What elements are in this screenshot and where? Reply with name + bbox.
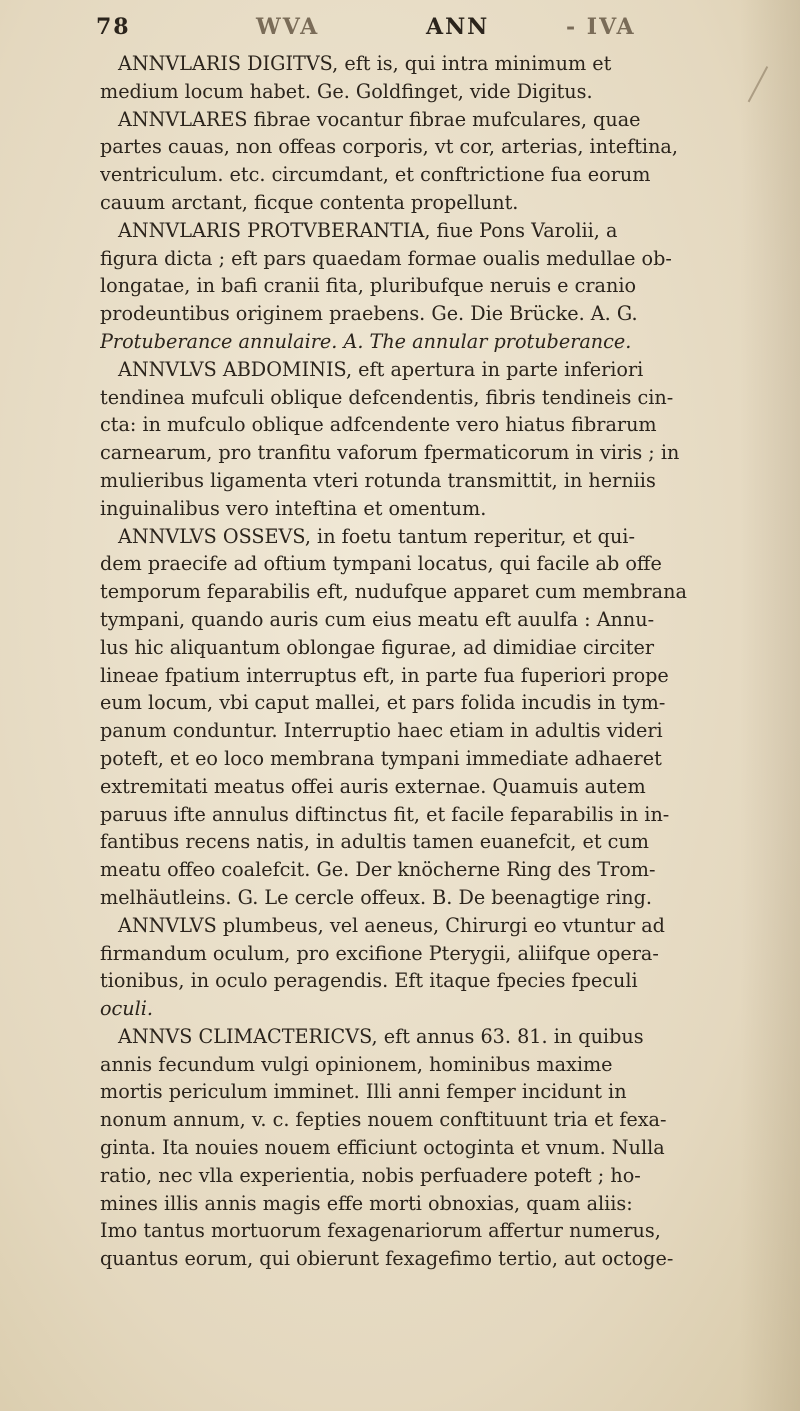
text-line: quantus eorum, qui obierunt fexagefimo tertio, aut octoge-: [100, 1247, 674, 1271]
text-line: mines illis annis magis effe morti obnoxias, quam aliis:: [100, 1191, 633, 1215]
bleed-through-left: WVA: [256, 14, 320, 40]
text-line: extremitati meatus offei auris externae. Quamuis autem: [100, 774, 646, 798]
text-line: ratio, nec vlla experientia, nobis perfuadere poteft ; ho-: [100, 1163, 641, 1187]
text-line: ANNVLARIS DIGITVS, eft is, qui intra minimum et: [118, 52, 612, 75]
text-line: fantibus recens natis, in adultis tamen euanefcit, et cum: [100, 830, 649, 854]
text-line: ANNVLVS ABDOMINIS, eft apertura in parte inferiori: [118, 357, 644, 381]
text-line: Imo tantus mortuorum fexagenariorum affertur numerus,: [100, 1219, 661, 1243]
text-line: Protuberance annulaire. A. The annular protuberance.: [100, 329, 632, 353]
text-line: tendinea mufculi oblique defcendentis, fibris tendineis cin-: [100, 385, 674, 409]
page-edge-shadow: [740, 0, 800, 1411]
text-line: firmandum oculum, pro excifione Pterygii, aliifque opera-: [100, 941, 659, 965]
text-line: tympani, quando auris cum eius meatu eft auulfa : Annu-: [100, 607, 655, 631]
text-line: lus hic aliquantum oblongae figurae, ad dimidiae circiter: [100, 635, 655, 659]
text-line: cauum arctant, ficque contenta propellunt.: [100, 190, 519, 214]
text-line: lineae fpatium interruptus eft, in parte fua fuperiori prope: [100, 663, 669, 687]
page-number: 78: [96, 14, 131, 40]
text-line: melhäutleins. G. Le cercle offeux. B. De beenagtige ring.: [100, 885, 652, 909]
text-line: oculi.: [100, 997, 154, 1021]
running-head: ANN: [426, 14, 490, 40]
text-line: ginta. Ita nouies nouem efficiunt octoginta et vnum. Nulla: [100, 1136, 665, 1160]
text-line: figura dicta ; eft pars quaedam formae oualis medullae ob-: [100, 246, 672, 270]
running-header: [96, 14, 716, 48]
text-line: ANNVLARES fibrae vocantur fibrae mufculares, quae: [118, 107, 641, 131]
text-line: longatae, in bafi cranii fita, pluribufque neruis e cranio: [100, 274, 637, 298]
text-line: prodeuntibus originem praebens. Ge. Die Brücke. A. G.: [100, 302, 638, 326]
body-text: [100, 50, 740, 1273]
text-line: inguinalibus vero inteftina et omentum.: [100, 496, 487, 520]
text-line: ANNVLARIS PROTVBERANTIA, fiue Pons Varolii, a: [118, 218, 618, 242]
text-line: mulieribus ligamenta vteri rotunda transmittit, in herniis: [100, 468, 656, 492]
text-line: partes cauas, non offeas corporis, vt cor, arterias, inteftina,: [100, 135, 678, 159]
text-line: temporum feparabilis eft, nudufque apparet cum membrana: [100, 580, 687, 604]
text-line: carnearum, pro tranfitu vaforum fpermaticorum in viris ; in: [100, 441, 680, 465]
text-line: panum conduntur. Interruptio haec etiam in adultis videri: [100, 719, 663, 743]
text-line: ANNVS CLIMACTERICVS, eft annus 63. 81. in quibus: [118, 1024, 644, 1048]
text-line: cta: in mufculo oblique adfcendente vero hiatus fibrarum: [100, 413, 657, 437]
bleed-through-right: - IVA: [566, 14, 636, 40]
text-line: dem praecife ad oftium tympani locatus, qui facile ab offe: [100, 552, 662, 576]
text-line: annis fecundum vulgi opinionem, hominibus maxime: [100, 1052, 613, 1076]
text-line: tionibus, in oculo peragendis. Eft itaque fpecies fpeculi: [100, 969, 638, 993]
text-line: eum locum, vbi caput mallei, et pars folida incudis in tym-: [100, 691, 666, 715]
text-line: poteft, et eo loco membrana tympani immediate adhaeret: [100, 746, 662, 770]
text-line: ANNVLVS plumbeus, vel aeneus, Chirurgi eo vtuntur ad: [118, 913, 665, 937]
text-line: paruus ifte annulus diftinctus fit, et facile feparabilis in in-: [100, 802, 670, 826]
text-line: meatu offeo coalefcit. Ge. Der knöcherne Ring des Trom-: [100, 858, 656, 882]
text-line: mortis periculum imminet. Illi anni femper incidunt in: [100, 1080, 627, 1104]
text-line: ventriculum. etc. circumdant, et conftrictione fua eorum: [100, 163, 651, 187]
text-line: nonum annum, v. c. fepties nouem conftituunt tria et fexa-: [100, 1108, 667, 1132]
text-line: medium locum habet. Ge. Goldfinget, vide Digitus.: [100, 79, 593, 103]
text-line: ANNVLVS OSSEVS, in foetu tantum reperitur, et qui-: [118, 524, 635, 548]
